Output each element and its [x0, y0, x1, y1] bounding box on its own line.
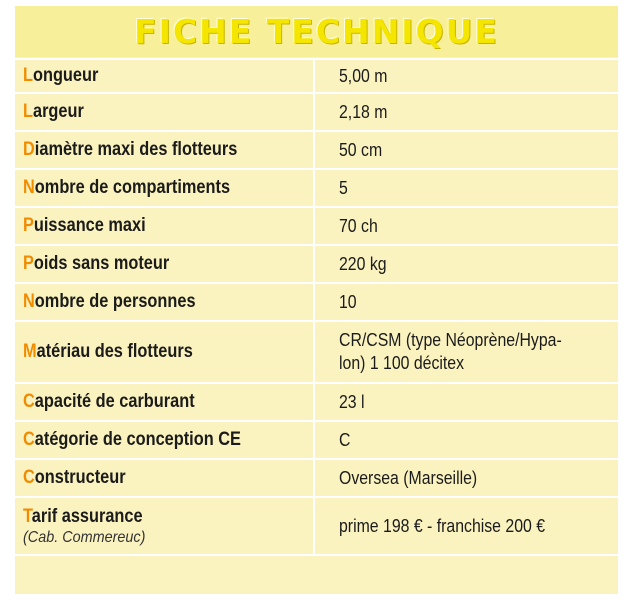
spec-row: [15, 284, 618, 322]
spec-label-initial: P: [23, 215, 34, 236]
spec-label-initial: M: [23, 341, 37, 362]
spec-value: [315, 384, 618, 420]
spec-value-line: 5: [339, 177, 348, 198]
spec-label-initial: L: [23, 65, 33, 86]
spec-label: [15, 60, 315, 92]
spec-value-line: 10: [339, 291, 357, 312]
spec-label-rest: ombre de compartiments: [34, 177, 231, 198]
spec-value-line: 220 kg: [339, 253, 387, 274]
spec-label-rest: atériau des flotteurs: [36, 341, 193, 362]
spec-value-line: prime 198 € - franchise 200 €: [339, 515, 546, 536]
spec-label-rest: iamètre maxi des flotteurs: [34, 139, 238, 160]
spec-value: [315, 208, 618, 244]
spec-row: [15, 208, 618, 246]
title-bar: [15, 6, 618, 57]
spec-label: [15, 170, 315, 206]
spec-value-line: Oversea (Marseille): [339, 467, 478, 488]
spec-label-initial: L: [23, 101, 33, 122]
spec-label-text: [23, 253, 272, 275]
spec-value-line: 5,00 m: [339, 65, 388, 86]
spec-value: [315, 170, 618, 206]
spec-label-text: [23, 341, 272, 363]
spec-label-initial: C: [23, 467, 35, 488]
spec-label-text: [23, 101, 272, 123]
spec-label-subtitle: (Cab. Commereuc): [23, 528, 146, 546]
spec-label-initial: C: [23, 391, 35, 412]
spec-label-text: [23, 139, 272, 161]
spec-table: [15, 58, 618, 556]
spec-value: [315, 460, 618, 496]
spec-row: [15, 422, 618, 460]
spec-label-rest: ombre de personnes: [34, 291, 196, 312]
spec-label-initial: D: [23, 139, 35, 160]
spec-value-line: 23 l: [339, 391, 365, 412]
spec-value: [315, 322, 618, 382]
spec-value: [315, 94, 618, 130]
spec-value-line: 70 ch: [339, 215, 378, 236]
spec-row: [15, 170, 618, 208]
spec-value: [315, 132, 618, 168]
spec-label-text: [23, 177, 272, 199]
spec-label-text: [23, 467, 272, 489]
spec-label: [15, 422, 315, 458]
spec-value: [315, 246, 618, 282]
spec-label: [15, 384, 315, 420]
spec-label-initial: P: [23, 253, 34, 274]
spec-row: [15, 132, 618, 170]
spec-label-initial: C: [23, 429, 35, 450]
page-title: FICHE TECHNIQUE: [134, 12, 499, 51]
spec-label-initial: N: [23, 291, 35, 312]
spec-row: [15, 94, 618, 132]
spec-label-text: [23, 429, 272, 451]
spec-label: [15, 208, 315, 244]
spec-label: [15, 132, 315, 168]
spec-label-text: [23, 65, 272, 87]
spec-label-rest: onstructeur: [34, 467, 126, 488]
spec-row: [15, 498, 618, 556]
spec-value: [315, 60, 618, 92]
spec-label-text: [23, 391, 272, 413]
spec-row: [15, 322, 618, 384]
spec-value: [315, 284, 618, 320]
spec-label: [15, 460, 315, 496]
spec-label-text: [23, 291, 272, 313]
spec-label-rest: argeur: [32, 101, 84, 122]
spec-value-line: 2,18 m: [339, 101, 388, 122]
spec-label-initial: T: [23, 505, 32, 527]
spec-label: [15, 246, 315, 282]
spec-label-rest: apacité de carburant: [34, 391, 195, 412]
spec-row: [15, 460, 618, 498]
spec-label-rest: atégorie de conception CE: [34, 429, 241, 450]
spec-label: [15, 284, 315, 320]
spec-label-text: [23, 506, 272, 528]
spec-row: [15, 246, 618, 284]
spec-value-line: lon) 1 100 décitex: [339, 353, 465, 373]
spec-label-rest: arif assurance: [31, 505, 143, 527]
spec-value-line: 50 cm: [339, 139, 383, 160]
spec-label: [15, 322, 315, 382]
spec-value-line: CR/CSM (type Néoprène/Hypa-: [339, 330, 562, 350]
spec-label-text: [23, 215, 272, 237]
spec-label: [15, 94, 315, 130]
spec-label-rest: uissance maxi: [33, 215, 146, 236]
spec-value: [315, 498, 618, 554]
spec-value-line: C: [339, 429, 351, 450]
spec-row: [15, 384, 618, 422]
spec-label-initial: N: [23, 177, 35, 198]
spec-label-rest: oids sans moteur: [33, 253, 170, 274]
spec-label: [15, 498, 315, 554]
spec-sheet: [15, 6, 618, 594]
spec-label-rest: ongueur: [32, 65, 99, 86]
spec-value: [315, 422, 618, 458]
spec-row: [15, 60, 618, 94]
